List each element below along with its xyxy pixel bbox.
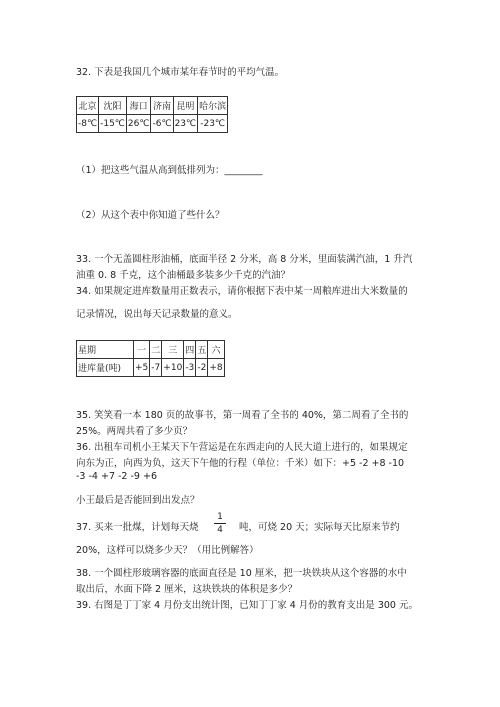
fraction-numerator: 1 bbox=[217, 512, 223, 522]
day-cell: 三 bbox=[162, 341, 184, 359]
day-cell: 六 bbox=[208, 341, 224, 359]
temp-cell: -15℃ bbox=[99, 115, 127, 133]
q35-line1: 35. 笑笑看一本 180 页的故事书，第一周看了全书的 40%，第二周看了全书的 bbox=[76, 410, 409, 421]
q39-line1: 39. 右图是丁丁家 4 月份支出统计图，已知丁丁家 4 月份的教育支出是 300 元。 bbox=[76, 600, 418, 611]
temp-cell: 26℃ bbox=[126, 115, 151, 133]
fraction-bar bbox=[214, 523, 226, 524]
temperature-table bbox=[76, 96, 228, 133]
day-cell: 五 bbox=[196, 341, 208, 359]
q36-line1: 36. 出租车司机小王某天下午营运是在东西走向的人民大道上进行的，如果规定 bbox=[76, 442, 408, 453]
value-cell: -3 bbox=[184, 359, 196, 377]
value-cell: +5 bbox=[134, 359, 150, 377]
city-cell: 昆明 bbox=[173, 97, 198, 115]
q36-line2: 向东为正，向西为负，这天下午他的行程（单位：千米）如下：+5 -2 +8 -10 bbox=[76, 458, 405, 469]
value-cell: +10 bbox=[162, 359, 184, 377]
q32-part2: （2）从这个表中你知道了些什么？ bbox=[76, 210, 225, 221]
q35-line2: 25%。两周共看了多少页？ bbox=[76, 426, 193, 437]
q33-line1: 33. 一个无盖圆柱形油桶，底面半径 2 分米，高 8 分米，里面装满汽油，1 升汽 bbox=[76, 254, 413, 265]
fraction bbox=[214, 512, 226, 535]
temp-cell: 23℃ bbox=[173, 115, 198, 133]
q37-line2: 20%，这样可以烧多少天？（用比例解答） bbox=[76, 545, 259, 556]
q37-line1-before: 37. 买来一批煤，计划每天烧 bbox=[76, 522, 199, 533]
row-label-cell: 进库量(吨) bbox=[77, 359, 134, 377]
temp-cell: -23℃ bbox=[198, 115, 228, 133]
day-cell: 四 bbox=[184, 341, 196, 359]
city-cell: 济南 bbox=[151, 97, 173, 115]
q36-line3: -3 -4 +7 -2 -9 +6 bbox=[76, 471, 157, 482]
city-row bbox=[77, 97, 228, 115]
temp-cell: -6℃ bbox=[151, 115, 173, 133]
temp-cell: -8℃ bbox=[77, 115, 99, 133]
day-cell: 二 bbox=[150, 341, 162, 359]
q38-line1: 38. 一个圆柱形玻璃容器的底面直径是 10 厘米，把一块铁块从这个容器的水中 bbox=[76, 568, 407, 579]
day-row bbox=[77, 341, 225, 359]
city-cell: 哈尔滨 bbox=[198, 97, 228, 115]
q38-line2: 取出后，水面下降 2 厘米，这块铁块的体积是多少？ bbox=[76, 584, 298, 595]
q34-line2: 记录情况，说出每天记录数量的意义。 bbox=[76, 309, 238, 320]
value-cell: -7 bbox=[150, 359, 162, 377]
city-cell: 北京 bbox=[77, 97, 99, 115]
grain-table bbox=[76, 340, 225, 377]
value-cell: +8 bbox=[208, 359, 224, 377]
q33-line2: 油重 0. 8 千克，这个油桶最多装多少千克的汽油？ bbox=[76, 270, 291, 281]
value-row bbox=[77, 359, 225, 377]
day-cell: 一 bbox=[134, 341, 150, 359]
q36-line4: 小王最后是否能回到出发点？ bbox=[76, 495, 200, 506]
q32-part1: （1）把这些气温从高到低排列为：________ bbox=[76, 165, 263, 176]
value-cell: -2 bbox=[196, 359, 208, 377]
q34-line1: 34. 如果规定进库数量用正数表示，请你根据下表中某一周粮库进出大米数量的 bbox=[76, 286, 408, 297]
q37-line1-after: 吨，可烧 20 天；实际每天比原来节约 bbox=[239, 522, 400, 533]
header-label-cell: 星期 bbox=[77, 341, 134, 359]
temp-row bbox=[77, 115, 228, 133]
q32-title: 32. 下表是我国几个城市某年春节时的平均气温。 bbox=[76, 67, 285, 78]
city-cell: 海口 bbox=[126, 97, 151, 115]
fraction-denominator: 4 bbox=[217, 525, 223, 535]
city-cell: 沈阳 bbox=[99, 97, 127, 115]
